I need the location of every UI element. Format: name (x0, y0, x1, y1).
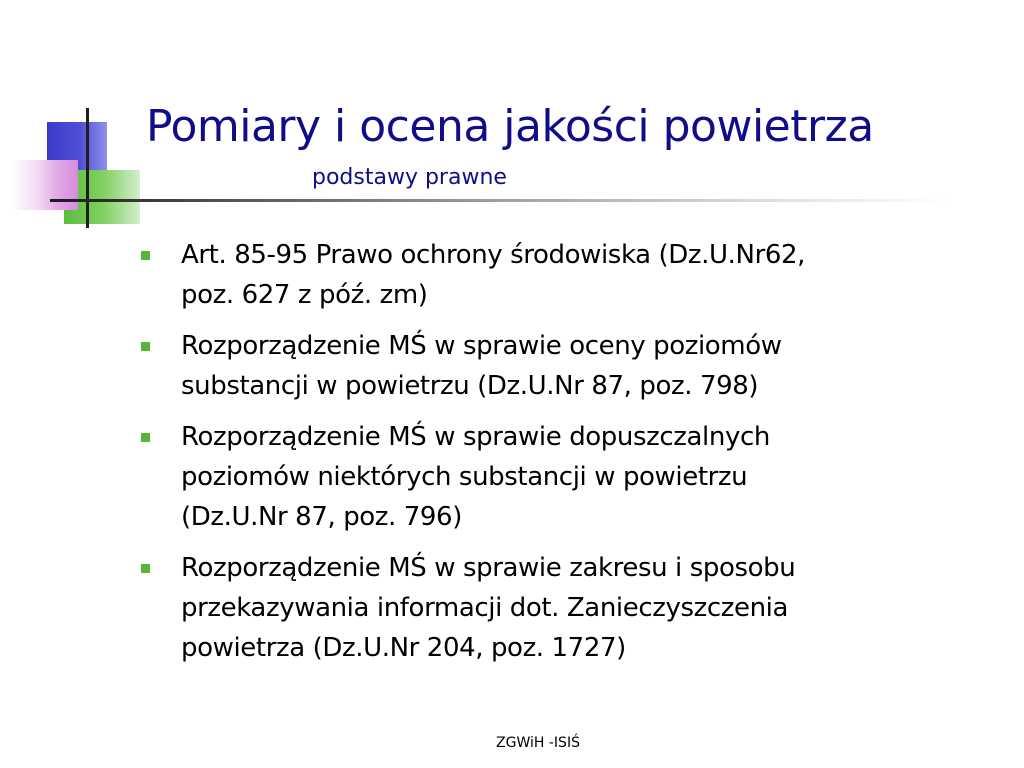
bullet-text-line: poz. 627 z póź. zm) (181, 280, 428, 310)
slide-subtitle (0, 164, 1024, 192)
bullet-square-icon (141, 564, 150, 573)
bullet-text-line: Rozporządzenie MŚ w sprawie oceny poziomów (181, 331, 782, 361)
bullet-text-line: Rozporządzenie MŚ w sprawie dopuszczalnych (181, 422, 770, 452)
bullet-text-line: powietrza (Dz.U.Nr 204, poz. 1727) (181, 633, 626, 663)
bullet-item (141, 235, 961, 315)
bullet-item (141, 417, 961, 537)
bullet-text-line: poziomów niektórych substancji w powietrzu (181, 462, 748, 492)
bullet-text-line: Art. 85-95 Prawo ochrony środowiska (Dz.U.Nr62, (181, 240, 806, 270)
bullet-item (141, 548, 961, 668)
slide-title: Pomiary i ocena jakości powietrza (146, 101, 874, 152)
slide-footer: ZGWiH -ISIŚ (496, 735, 580, 751)
bullet-square-icon (141, 433, 150, 442)
bullet-text-line: substancji w powietrzu (Dz.U.Nr 87, poz. 798) (181, 371, 759, 401)
bullet-square-icon (141, 342, 150, 351)
bullet-square-icon (141, 251, 150, 260)
slide-subtitle-text: podstawy prawne (312, 165, 507, 190)
title-underline (50, 199, 950, 202)
bullet-text-line: Rozporządzenie MŚ w sprawie zakresu i sposobu (181, 553, 796, 583)
bullet-list (141, 235, 961, 679)
bullet-item (141, 326, 961, 406)
bullet-text-line: (Dz.U.Nr 87, poz. 796) (181, 502, 462, 532)
bullet-text-line: przekazywania informacji dot. Zanieczyszczenia (181, 593, 789, 623)
